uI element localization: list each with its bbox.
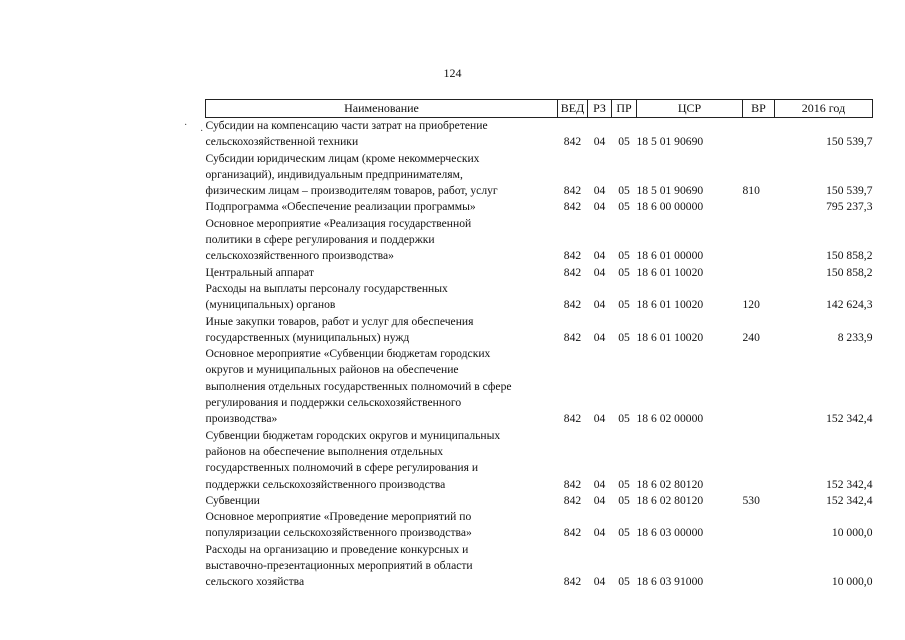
table-body <box>206 118 873 591</box>
row-name <box>206 281 558 314</box>
row-name <box>206 542 558 591</box>
row-name-line: физическим лицам – производителям товаров, работ, услуг <box>205 184 498 198</box>
row-name-line: Расходы на выплаты персоналу государственных <box>205 281 448 295</box>
row-sum: 150 539,7 <box>826 135 873 149</box>
row-ved: 842 <box>563 493 582 507</box>
row-name-line: сельскохозяйственной техники <box>205 135 359 149</box>
row-csr: 18 6 02 80120 <box>636 477 704 491</box>
row-name-line: регулирования и поддержки сельскохозяйственного <box>205 396 462 410</box>
row-name-line: районов на обеспечение выполнения отдельных <box>205 444 444 458</box>
row-ved: 842 <box>563 477 582 491</box>
row-name-line: государственных полномочий в сфере регулирования и <box>205 461 479 475</box>
row-rz: 04 <box>593 265 606 279</box>
row-sum: 150 539,7 <box>826 184 873 198</box>
row-name-line: выставочно-презентационных мероприятий в области <box>205 559 473 573</box>
row-rz: 04 <box>593 200 606 214</box>
row-name-line: Субвенции бюджетам городских округов и муниципальных <box>205 428 501 442</box>
row-rz: 04 <box>593 330 606 344</box>
row-pr: 05 <box>618 249 630 263</box>
table-row <box>206 199 873 215</box>
row-name-line: производства» <box>205 412 278 426</box>
row-name <box>206 199 558 215</box>
row-pr: 05 <box>618 200 630 214</box>
row-rz: 04 <box>593 575 606 589</box>
header-csr: ЦСР <box>637 100 743 118</box>
table-row <box>206 151 873 200</box>
margin-mark: · <box>184 120 188 131</box>
row-csr: 18 6 00 00000 <box>636 200 704 214</box>
row-vr <box>743 509 775 542</box>
row-vr <box>743 346 775 427</box>
row-csr: 18 6 03 91000 <box>636 575 704 589</box>
row-pr: 05 <box>618 265 630 279</box>
budget-table <box>205 99 873 591</box>
page-number: 124 <box>443 66 462 80</box>
row-pr: 05 <box>618 330 630 344</box>
header-year: 2016 год <box>775 100 873 118</box>
row-vr <box>743 542 775 591</box>
table-row <box>206 428 873 493</box>
row-rz: 04 <box>593 526 606 540</box>
row-csr: 18 6 02 80120 <box>636 493 704 507</box>
row-csr: 18 5 01 90690 <box>636 184 704 198</box>
row-name-line: Субвенции <box>205 493 260 507</box>
row-pr: 05 <box>618 412 630 426</box>
row-ved: 842 <box>563 135 582 149</box>
row-name <box>206 428 558 493</box>
row-pr: 05 <box>618 135 630 149</box>
row-name-line: Центральный аппарат <box>205 265 314 279</box>
table-row <box>206 265 873 281</box>
table-row <box>206 346 873 427</box>
row-vr <box>743 216 775 265</box>
row-csr: 18 6 01 10020 <box>636 265 704 279</box>
row-pr: 05 <box>618 298 630 312</box>
table-row <box>206 509 873 542</box>
row-ved: 842 <box>563 412 582 426</box>
row-sum: 795 237,3 <box>826 200 873 214</box>
row-vr <box>743 265 775 281</box>
row-vr <box>743 118 775 151</box>
row-rz: 04 <box>593 477 606 491</box>
row-ved: 842 <box>563 575 582 589</box>
row-name-line: Основное мероприятие «Проведение мероприятий по <box>205 510 472 524</box>
row-name <box>206 265 558 281</box>
row-name <box>206 509 558 542</box>
row-csr: 18 6 03 00000 <box>636 526 704 540</box>
margin-mark: · <box>200 126 204 137</box>
table-row <box>206 281 873 314</box>
table-row <box>206 118 873 151</box>
row-csr: 18 6 01 10020 <box>636 298 704 312</box>
row-vr: 530 <box>742 493 760 507</box>
table-row <box>206 542 873 591</box>
row-vr: 240 <box>742 330 760 344</box>
row-sum: 150 858,2 <box>826 265 873 279</box>
row-name <box>206 314 558 347</box>
row-pr: 05 <box>618 493 630 507</box>
row-name <box>206 216 558 265</box>
row-ved: 842 <box>563 200 582 214</box>
table-row <box>206 216 873 265</box>
row-ved: 842 <box>563 298 582 312</box>
row-rz: 04 <box>593 184 606 198</box>
row-pr: 05 <box>618 575 630 589</box>
header-pr: ПР <box>612 100 637 118</box>
row-name-line: (муниципальных) органов <box>205 298 336 312</box>
row-rz: 04 <box>593 493 606 507</box>
table-row <box>206 314 873 347</box>
row-ved: 842 <box>563 265 582 279</box>
row-name-line: Основное мероприятие «Субвенции бюджетам городских <box>205 347 491 361</box>
header-name: Наименование <box>206 100 558 118</box>
row-name-line: Иные закупки товаров, работ и услуг для обеспечения <box>205 314 474 328</box>
row-name <box>206 118 558 151</box>
row-sum: 10 000,0 <box>831 526 873 540</box>
row-name-line: организаций), индивидуальным предпринимателям, <box>205 167 463 181</box>
row-vr <box>743 199 775 215</box>
row-ved: 842 <box>563 184 582 198</box>
header-rz: РЗ <box>588 100 612 118</box>
row-name-line: округов и муниципальных районов на обеспечение <box>205 363 459 377</box>
header-ved: ВЕД <box>558 100 588 118</box>
row-name <box>206 493 558 509</box>
row-name <box>206 151 558 200</box>
row-sum: 150 858,2 <box>826 249 873 263</box>
row-ved: 842 <box>563 526 582 540</box>
row-name <box>206 346 558 427</box>
row-name-line: популяризации сельскохозяйственного производства» <box>205 526 472 540</box>
row-pr: 05 <box>618 526 630 540</box>
row-csr: 18 5 01 90690 <box>636 135 704 149</box>
row-sum: 152 342,4 <box>826 477 873 491</box>
row-ved: 842 <box>563 330 582 344</box>
row-rz: 04 <box>593 249 606 263</box>
row-sum: 142 624,3 <box>826 298 873 312</box>
row-pr: 05 <box>618 477 630 491</box>
row-sum: 152 342,4 <box>826 412 873 426</box>
row-rz: 04 <box>593 412 606 426</box>
row-rz: 04 <box>593 135 606 149</box>
row-pr: 05 <box>618 184 630 198</box>
row-name-line: выполнения отдельных государственных полномочий в сфере <box>205 379 512 393</box>
row-name-line: политики в сфере регулирования и поддержки <box>205 233 435 247</box>
row-name-line: поддержки сельскохозяйственного производства <box>205 477 446 491</box>
row-name-line: сельскохозяйственного производства» <box>205 249 394 263</box>
row-name-line: Субсидии на компенсацию части затрат на приобретение <box>205 119 488 132</box>
row-csr: 18 6 02 00000 <box>636 412 704 426</box>
row-csr: 18 6 01 10020 <box>636 330 704 344</box>
row-vr: 120 <box>742 298 760 312</box>
table-row <box>206 493 873 509</box>
row-name-line: Основное мероприятие «Реализация государственной <box>205 216 472 230</box>
row-name-line: сельского хозяйства <box>205 575 305 589</box>
row-sum: 10 000,0 <box>831 575 873 589</box>
row-sum: 8 233,9 <box>837 330 873 344</box>
row-sum: 152 342,4 <box>826 493 873 507</box>
row-csr: 18 6 01 00000 <box>636 249 704 263</box>
row-name-line: Расходы на организацию и проведение конкурсных и <box>205 542 469 556</box>
table-header-row <box>206 100 873 118</box>
row-rz: 04 <box>593 298 606 312</box>
row-name-line: государственных (муниципальных) нужд <box>205 330 410 344</box>
row-name-line: Подпрограмма «Обеспечение реализации программы» <box>205 200 476 214</box>
row-vr <box>743 428 775 493</box>
header-vr: ВР <box>743 100 775 118</box>
row-vr: 810 <box>742 184 760 198</box>
row-name-line: Субсидии юридическим лицам (кроме некоммерческих <box>205 151 480 165</box>
row-ved: 842 <box>563 249 582 263</box>
